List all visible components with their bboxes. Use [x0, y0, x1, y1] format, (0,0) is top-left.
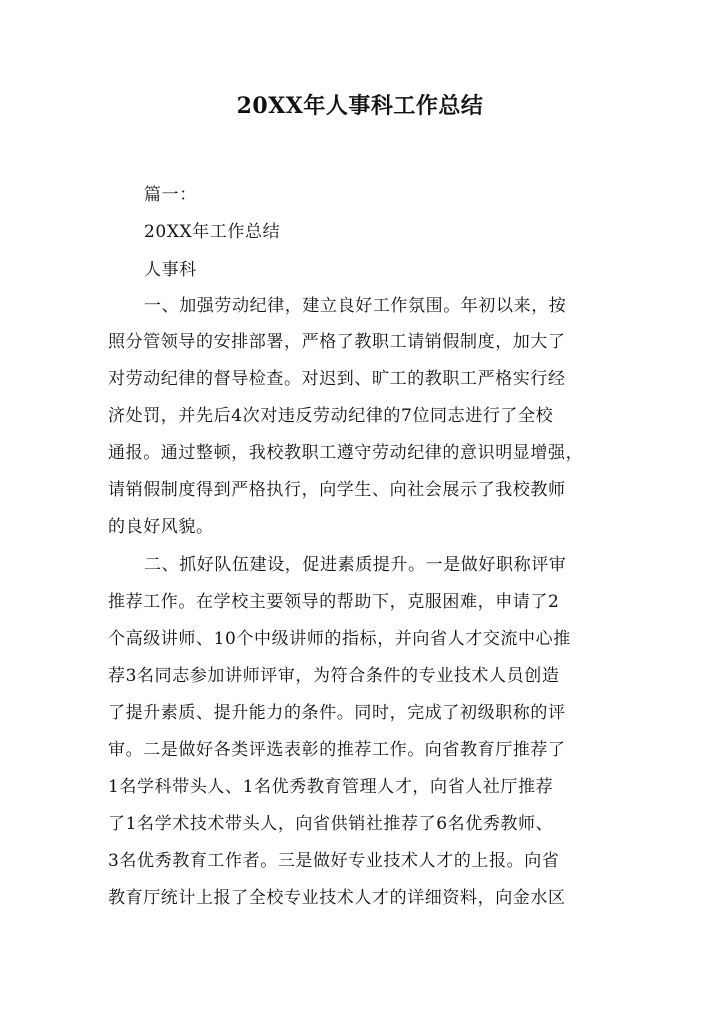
department-label: 人事科: [144, 260, 197, 280]
paragraph-line: 二、抓好队伍建设，促进素质提升。一是做好职称评审: [144, 555, 567, 575]
paragraph-line: 了1名学术技术带头人，向省供销社推荐了6名优秀教师、: [108, 814, 554, 834]
paragraph-line: 对劳动纪律的督导检查。对迟到、旷工的教职工严格实行经: [108, 369, 566, 389]
paragraph-line: 个高级讲师、10个中级讲师的指标，并向省人才交流中心推: [108, 629, 571, 649]
paragraph-line: 推荐工作。在学校主要领导的帮助下，克服困难，申请了2: [108, 592, 560, 612]
paragraph-line: 荐3名同志参加讲师评审，为符合条件的专业技术人员创造: [108, 666, 560, 686]
paragraph-line: 教育厅统计上报了全校专业技术人才的详细资料，向金水区: [108, 888, 566, 908]
paragraph-line: 审。二是做好各类评选表彰的推荐工作。向省教育厅推荐了: [108, 740, 566, 760]
paragraph-line: 济处罚，并先后4次对违反劳动纪律的7位同志进行了全校: [108, 406, 554, 426]
paragraph-line: 照分管领导的安排部署，严格了教职工请销假制度，加大了: [108, 332, 566, 352]
subheading: 20XX年工作总结: [144, 222, 281, 242]
document-title: 20XX年人事科工作总结: [236, 93, 484, 119]
paragraph-line: 一、加强劳动纪律，建立良好工作氛围。年初以来，按: [144, 296, 567, 316]
paragraph-line: 3名优秀教育工作者。三是做好专业技术人才的上报。向省: [108, 851, 560, 871]
section-label: 篇一：: [144, 185, 197, 205]
paragraph-line: 了提升素质、提升能力的条件。同时，完成了初级职称的评: [108, 703, 566, 723]
paragraph-line: 1名学科带头人、1名优秀教育管理人才，向省人社厅推荐: [108, 777, 554, 797]
paragraph-line: 请销假制度得到严格执行，向学生、向社会展示了我校教师: [108, 480, 566, 500]
paragraph-line: 的良好风貌。: [108, 517, 214, 537]
paragraph-line: 通报。通过整顿，我校教职工遵守劳动纪律的意识明显增强，: [108, 443, 584, 463]
